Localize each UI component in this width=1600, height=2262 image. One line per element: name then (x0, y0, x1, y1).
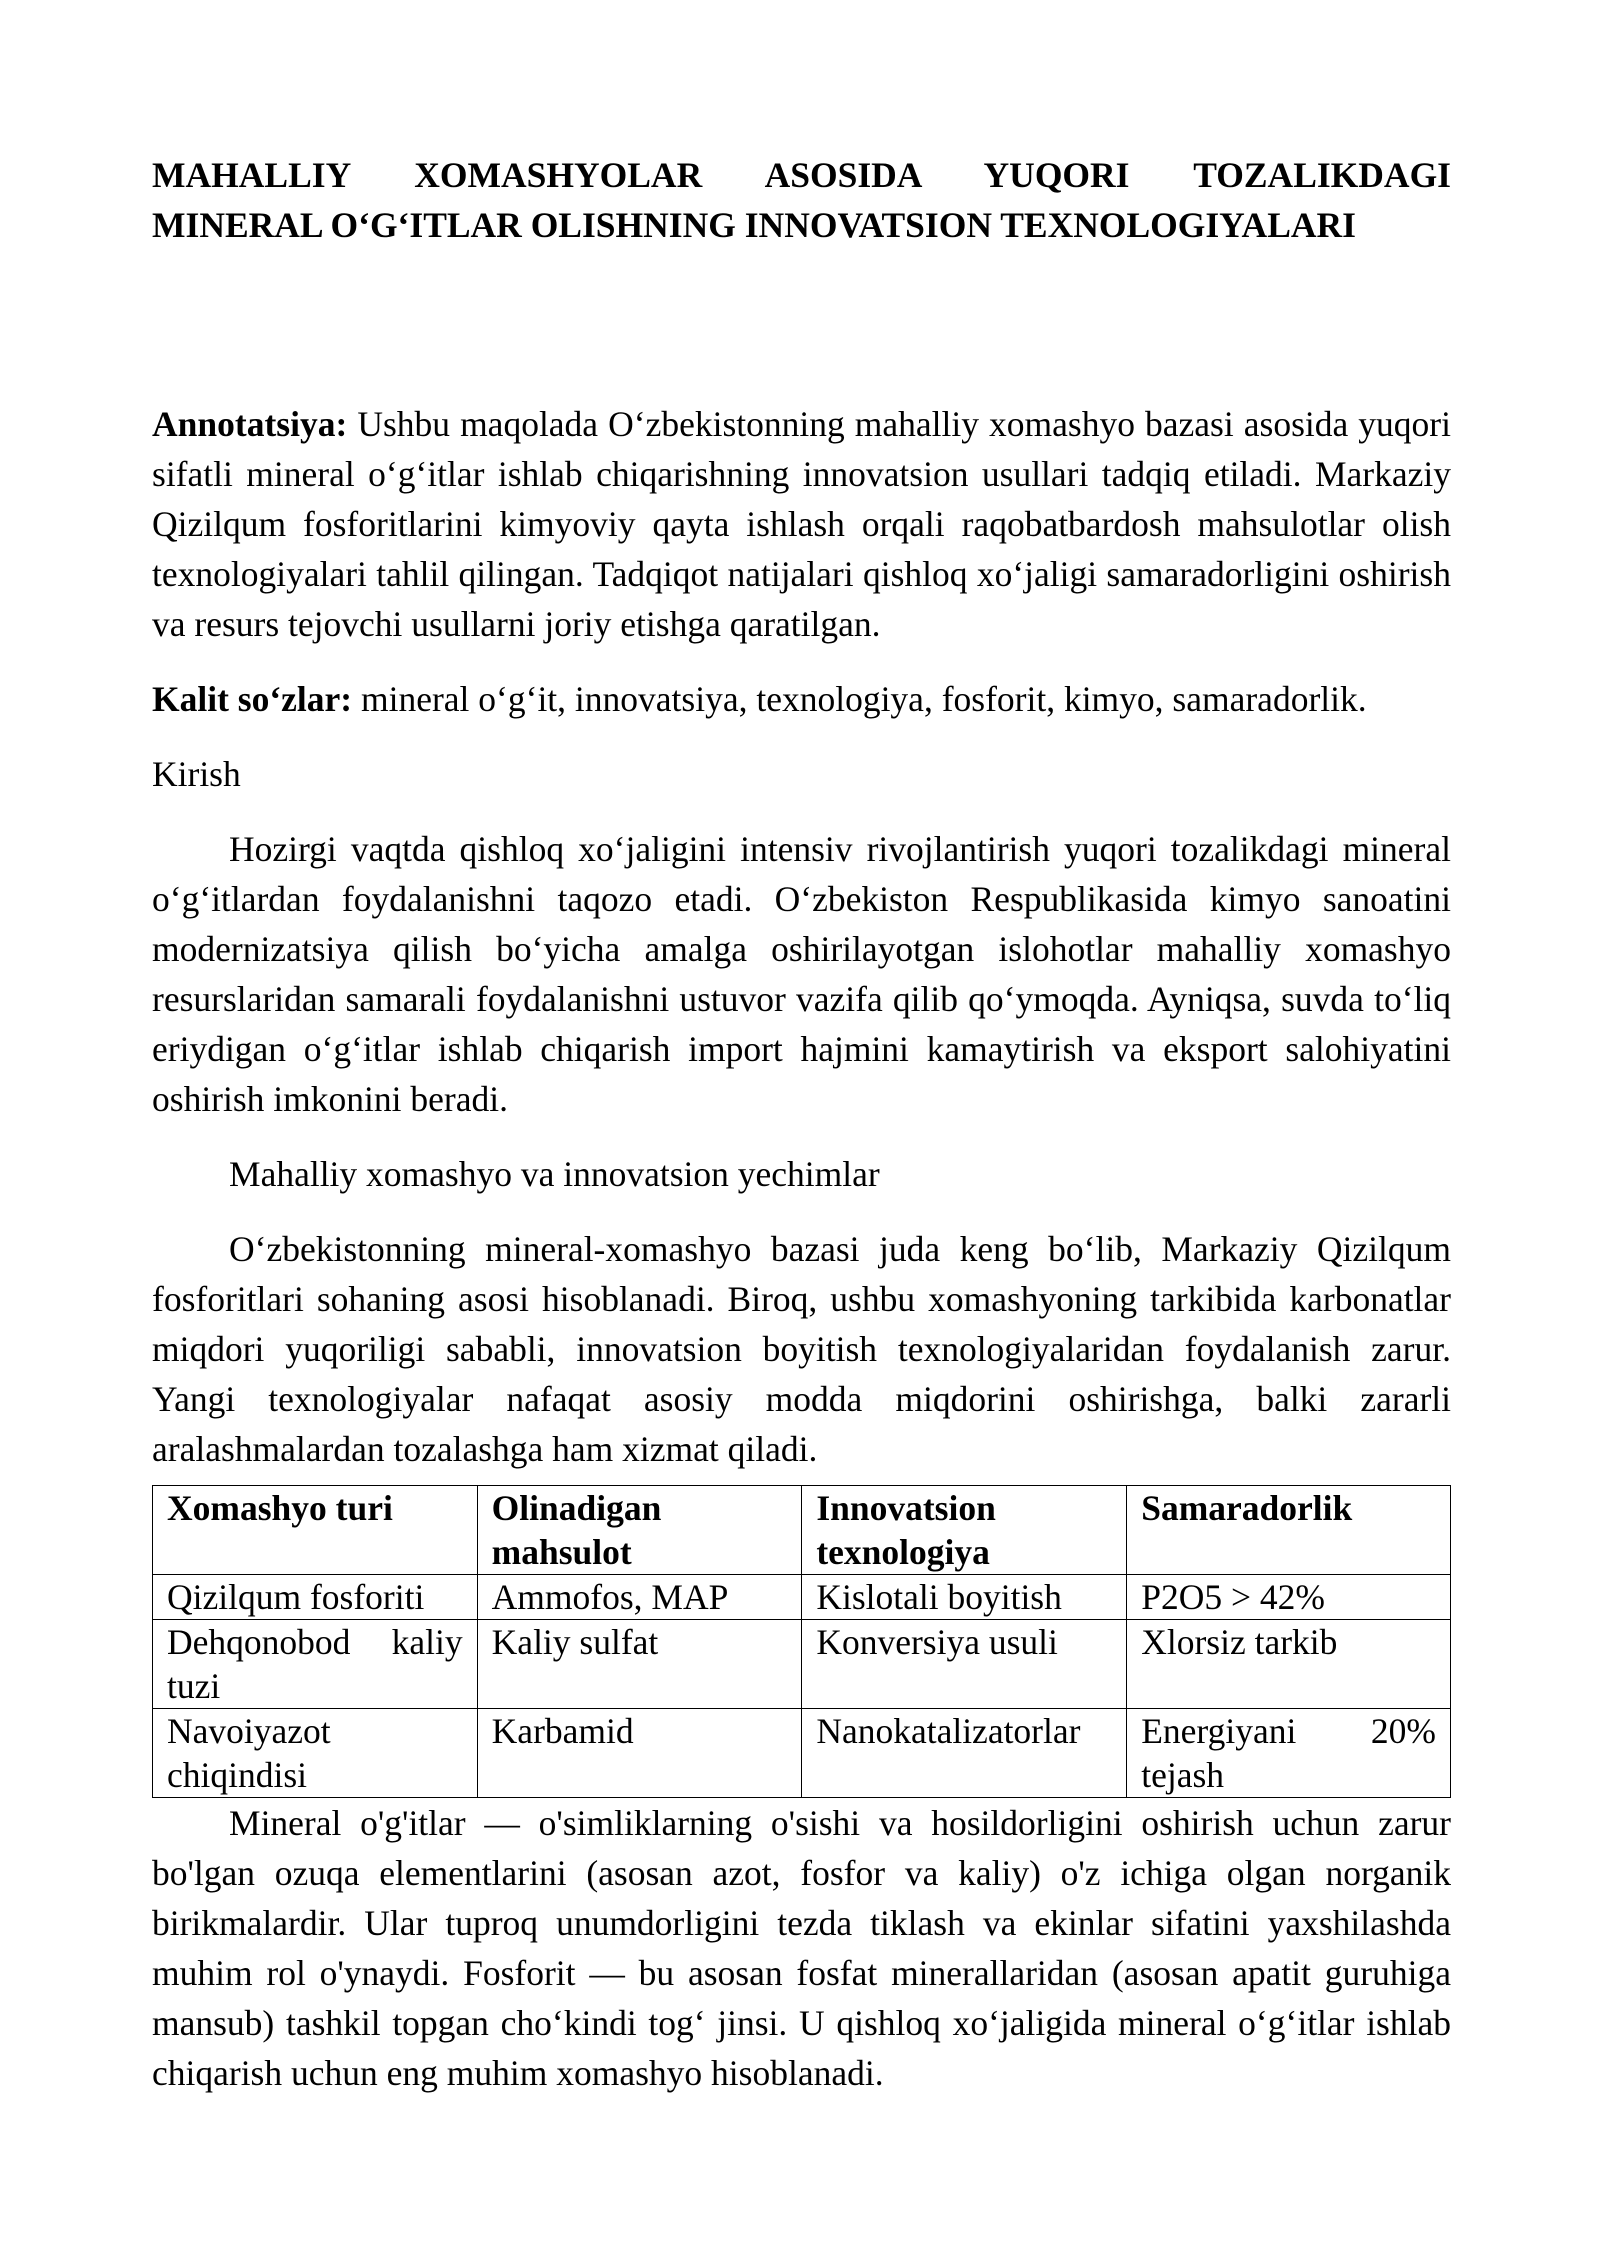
table-header-cell: Innovatsion texnologiya (802, 1486, 1127, 1575)
table-cell: Kaliy sulfat (477, 1620, 802, 1709)
table-cell: Konversiya usuli (802, 1620, 1127, 1709)
intro-paragraph: Hozirgi vaqtda qishloq xo‘jaligini intensiv rivojlantirish yuqori tozalikdagi mineral o‘g‘itlardan foydalanishni taqozo etadi. O‘zbekiston Respublikasida kimyo sanoatini modernizatsiya qilish bo‘yicha amalga oshirilayotgan islohotlar mahalliy xomashyo resurslaridan samarali foydalanishni ustuvor vazifa qilib qo‘ymoqda. Ayniqsa, suvda to‘liq eriydigan o‘g‘itlar ishlab chiqarish import hajmini kamaytirish va eksport salohiyatini oshirish imkonini beradi. (152, 829, 1451, 1119)
table-cell: Navoiyazot chiqindisi (153, 1709, 478, 1798)
table-cell: Karbamid (477, 1709, 802, 1798)
table-cell: Energiyani 20% tejash (1127, 1709, 1451, 1798)
annotation-paragraph (152, 399, 1451, 649)
table-row (153, 1709, 1451, 1798)
keywords-paragraph (152, 674, 1451, 724)
keywords-label: Kalit so‘zlar: (152, 679, 353, 719)
table-cell: Dehqonobod kaliy tuzi (153, 1620, 478, 1709)
title-line-2: MINERAL O‘G‘ITLAR OLISHNING INNOVATSION TEXNOLOGIYALARI (152, 205, 1356, 245)
section-heading-intro: Kirish (152, 754, 241, 794)
table-cell: P2O5 > 42% (1127, 1575, 1451, 1620)
section-heading-local-resources: Mahalliy xomashyo va innovatsion yechimlar (229, 1154, 880, 1194)
table-header-cell: Olinadigan mahsulot (477, 1486, 802, 1575)
table-cell: Ammofos, MAP (477, 1575, 802, 1620)
local-resources-paragraph: O‘zbekistonning mineral-xomashyo bazasi juda keng bo‘lib, Markaziy Qizilqum fosforitlari sohaning asosi hisoblanadi. Biroq, ushbu xomashyoning tarkibida karbonatlar miqdori yuqoriligi sababli, innovatsion boyitish texnologiyalaridan foydalanish zarur. Yangi texnologiyalar nafaqat asosiy modda miqdorini oshirishga, balki zararli aralashmalardan tozalashga ham xizmat qiladi. (152, 1229, 1451, 1469)
closing-paragraph: Mineral o'g'itlar — o'simliklarning o'sishi va hosildorligini oshirish uchun zarur bo'lgan ozuqa elementlarini (asosan azot, fosfor va kaliy) o'z ichiga olgan norganik birikmalardir. Ular tuproq unumdorligini tezda tiklash va ekinlar sifatini yaxshilashda muhim rol o'ynaydi. Fosforit — bu asosan fosfat minerallaridan (asosan apatit guruhiga mansub) tashkil topgan cho‘kindi tog‘ jinsi. U qishloq xo‘jaligida mineral o‘g‘itlar ishlab chiqarish uchun eng muhim xomashyo hisoblanadi. (152, 1803, 1451, 2093)
table-cell: Qizilqum fosforiti (153, 1575, 478, 1620)
table-header-cell: Xomashyo turi (153, 1486, 478, 1575)
table-header-row (153, 1486, 1451, 1575)
title-line-1: MAHALLIY XOMASHYOLAR ASOSIDA YUQORI TOZALIKDAGI (152, 155, 1451, 195)
annotation-label: Annotatsiya: (152, 404, 348, 444)
table-cell: Nanokatalizatorlar (802, 1709, 1127, 1798)
table-header-cell: Samaradorlik (1127, 1486, 1451, 1575)
document-title (152, 150, 1451, 250)
table-cell: Xlorsiz tarkib (1127, 1620, 1451, 1709)
table-row (153, 1620, 1451, 1709)
keywords-text: mineral o‘g‘it, innovatsiya, texnologiya, fosforit, kimyo, samaradorlik. (352, 679, 1367, 719)
annotation-text: Ushbu maqolada O‘zbekistonning mahalliy xomashyo bazasi asosida yuqori sifatli mineral o‘g‘itlar ishlab chiqarishning innovatsion usullari tadqiq etiladi. Markaziy Qizilqum fosforitlarini kimyoviy qayta ishlash orqali raqobatbardosh mahsulotlar olish texnologiyalari tahlil qilingan. Tadqiqot natijalari qishloq xo‘jaligi samaradorligini oshirish va resurs tejovchi usullarni joriy etishga qaratilgan. (152, 404, 1451, 644)
data-table (152, 1485, 1451, 1798)
table-row (153, 1575, 1451, 1620)
table-cell: Kislotali boyitish (802, 1575, 1127, 1620)
